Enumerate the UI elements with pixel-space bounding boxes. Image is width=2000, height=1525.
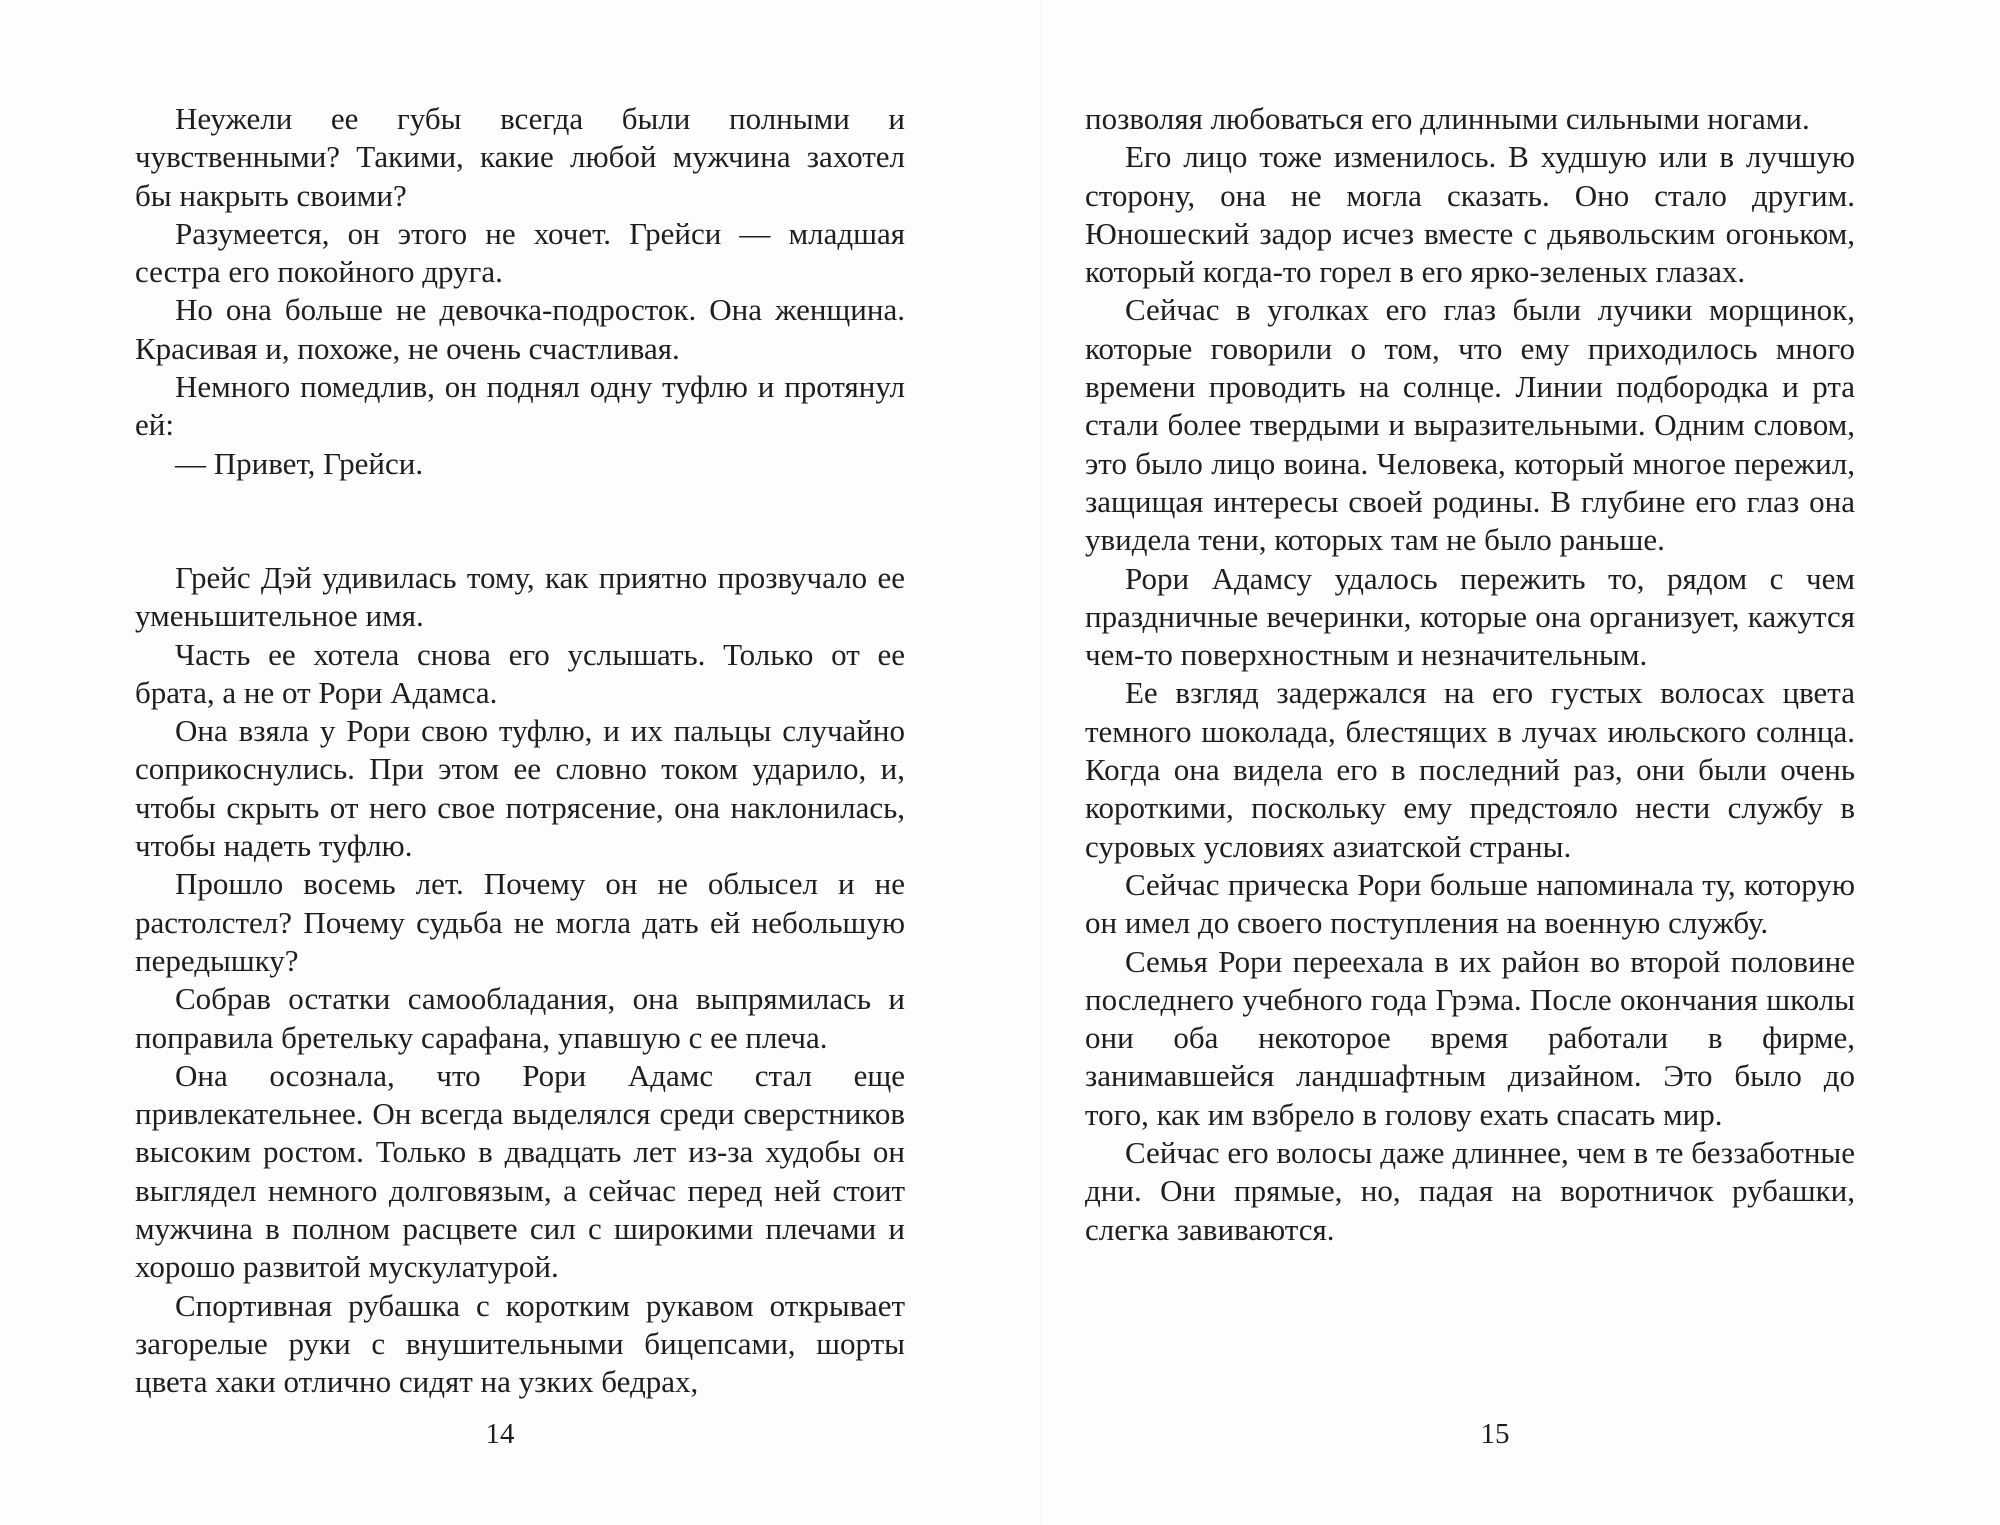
page-number-left: 14 <box>485 1418 515 1450</box>
page-gutter <box>1040 0 1042 1525</box>
page-number-right: 15 <box>1480 1418 1510 1450</box>
paragraph: Семья Рори переехала в их район во второй половине последнего учебного года Грэма. После окончания школы они оба некоторое время работали в фирме, занимавшейся ландшафтным дизайном. Это было до того, как им взбрело в голову ехать спасать мир. <box>1085 943 1855 1132</box>
right-page-text <box>1085 100 1855 1249</box>
paragraph: Спортивная рубашка с коротким рукавом открывает загорелые руки с внушительными бицепсами, шорты цвета хаки отлично сидят на узких бедрах, <box>135 1287 905 1400</box>
paragraph: Она взяла у Рори свою туфлю, и их пальцы случайно соприкоснулись. При этом ее словно током ударило, и, чтобы скрыть от него свое потрясение, она наклонилась, чтобы надеть туфлю. <box>135 713 905 864</box>
paragraph: Ее взгляд задержался на его густых волосах цвета темного шоколада, блестящих в лучах июльского солнца. Когда она видела его в последний раз, они были очень короткими, поскольку ему предстояло нести службу в суровых условиях азиатской страны. <box>1085 675 1855 864</box>
paragraph: Сейчас прическа Рори больше напоминала ту, которую он имел до своего поступления на военную службу. <box>1085 866 1855 941</box>
paragraph: Собрав остатки самообладания, она выпрямилась и поправила бретельку сарафана, упавшую с ее плеча. <box>135 981 905 1055</box>
paragraph: Разумеется, он этого не хочет. Грейси — младшая сестра его покойного друга. <box>135 215 905 290</box>
paragraph: Она осознала, что Рори Адамс стал еще привлекательнее. Он всегда выделялся среди сверстников высоким ростом. Только в двадцать лет из-за худобы он выглядел немного долговязым, а сейчас перед ней стоит мужчина в полном расцвете сил с широкими плечами и хорошо развитой мускулатурой. <box>135 1057 905 1285</box>
paragraph: Рори Адамсу удалось пережить то, рядом с чем праздничные вечеринки, которые она организует, кажутся чем-то поверхностным и незначительным. <box>1085 560 1855 673</box>
paragraph: Его лицо тоже изменилось. В худшую или в лучшую сторону, она не могла сказать. Оно стало другим. Юношеский задор исчез вместе с дьявольским огоньком, который когда-то горел в его ярко-зеленых глазах. <box>1085 139 1855 290</box>
paragraph: Сейчас его волосы даже длиннее, чем в те беззаботные дни. Они прямые, но, падая на воротничок рубашки, слегка завиваются. <box>1085 1135 1855 1247</box>
paragraph: Прошло восемь лет. Почему он не облысел и не растолстел? Почему судьба не могла дать ей небольшую передышку? <box>135 866 905 978</box>
left-page-text <box>135 100 905 1402</box>
paragraph: Неужели ее губы всегда были полными и чувственными? Такими, какие любой мужчина захотел бы накрыть своими? <box>135 101 905 213</box>
paragraph: — Привет, Грейси. <box>175 445 424 481</box>
paragraph: Сейчас в уголках его глаз были лучики морщинок, которые говорили о том, что ему приходилось много времени проводить на солнце. Линии подбородка и рта стали более твердыми и выразительными. Одним словом, это было лицо воина. Человека, который многое пережил, защищая интересы своей родины. В глубине его глаз она увидела тени, которых там не было раньше. <box>1085 292 1855 558</box>
paragraph: Немного помедлив, он поднял одну туфлю и протянул ей: <box>135 369 905 443</box>
paragraph: Часть ее хотела снова его услышать. Только от ее брата, а не от Рори Адамса. <box>135 636 905 710</box>
paragraph: Но она больше не девочка-подросток. Она женщина. Красивая и, похоже, не очень счастливая. <box>135 292 905 366</box>
paragraph: Грейс Дэй удивилась тому, как приятно прозвучало ее уменьшительное имя. <box>135 559 905 634</box>
paragraph: позволяя любоваться его длинными сильными ногами. <box>1085 101 1810 136</box>
